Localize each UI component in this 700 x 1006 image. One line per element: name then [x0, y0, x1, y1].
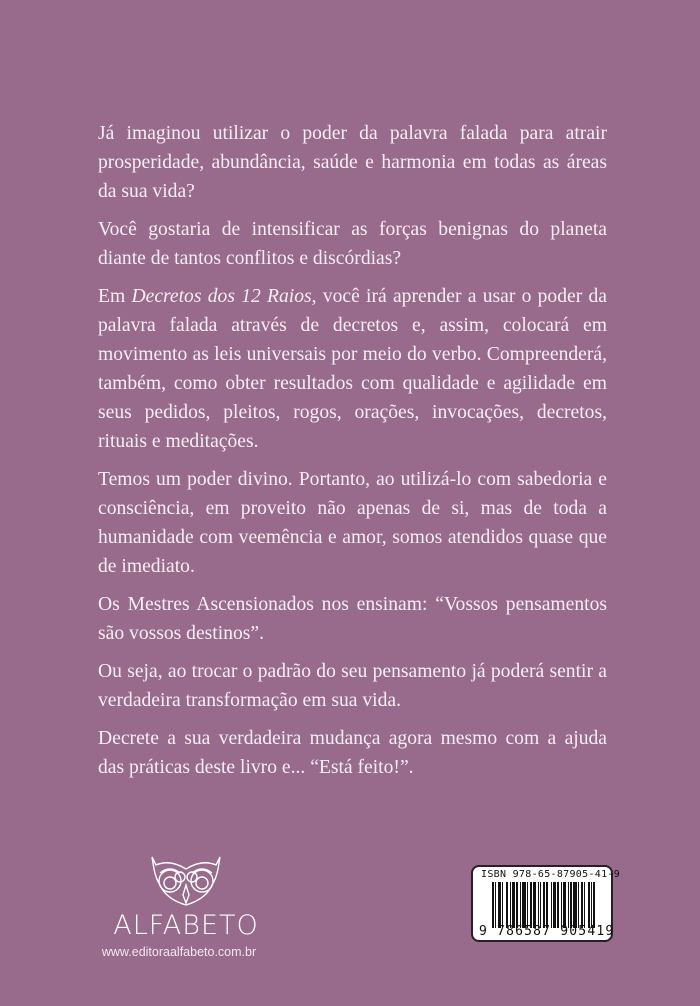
publisher-website: www.editoraalfabeto.com.br	[101, 945, 257, 959]
isbn-label: ISBN 978-65-87905-41-9	[481, 869, 621, 880]
blurb-paragraph-3-prefix: Em	[98, 286, 132, 307]
owl-logo-icon	[146, 855, 226, 907]
barcode-bars	[492, 882, 606, 928]
blurb-paragraph-5: Os Mestres Ascensionados nos ensinam: “Vossos pensamentos são vossos destinos”.	[98, 594, 607, 644]
blurb-paragraph-6: Ou seja, ao trocar o padrão do seu pensamento já poderá sentir a verdadeira transformação em sua vida.	[98, 661, 607, 711]
blurb-paragraph-4: Temos um poder divino. Portanto, ao utilizá-lo com sabedoria e consciência, em proveito não apenas de si, mas de toda a humanidade com veemência e amor, somos atendidos quase que de imediato.	[98, 469, 607, 577]
blurb-paragraph-3-body: , você irá aprender a usar o poder da palavra falada através de decretos e, assim, colocará em movimento as leis universais por meio do verbo. Compreenderá, também, como obter resultados com qualidade e agilidade em seus pedidos, pleitos, rogos, orações, invocações, decretos, rituais e meditações.	[98, 286, 607, 452]
blurb-paragraph-7: Decrete a sua verdadeira mudança agora mesmo com a ajuda das práticas deste livro e... “Está feito!”.	[98, 728, 607, 778]
book-title: Decretos dos 12 Raios	[131, 286, 312, 307]
publisher-logo	[96, 855, 276, 959]
barcode-digits: 9 786587 905419	[479, 924, 615, 939]
blurb-paragraph-1: Já imaginou utilizar o poder da palavra falada para atrair prosperidade, abundância, saúde e harmonia em todas as áreas da sua vida?	[98, 123, 607, 202]
blurb-paragraph-2: Você gostaria de intensificar as forças benignas do planeta diante de tantos conflitos e discórdias?	[98, 219, 607, 269]
publisher-name: ALFABETO	[113, 910, 259, 941]
blurb-paragraph-3	[98, 282, 607, 456]
isbn-barcode	[471, 865, 621, 942]
back-cover-blurb	[98, 119, 607, 791]
